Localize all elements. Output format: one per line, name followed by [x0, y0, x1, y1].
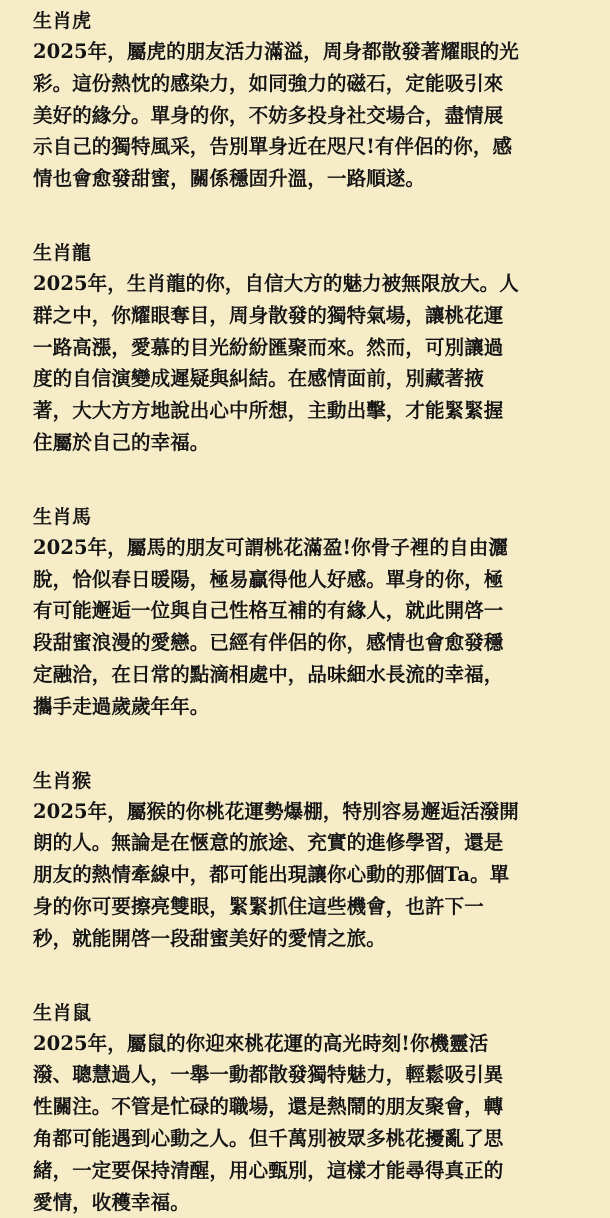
- paragraph-line: 緒，一定要保持清醒，用心甄別，這樣才能尋得真正的: [33, 1158, 504, 1182]
- paragraph-line: 2025年，生肖龍的你，自信大方的魅力被無限放大。人: [33, 271, 519, 295]
- section-dragon: [33, 238, 586, 459]
- paragraph-line: 脫，恰似春日暖陽，極易贏得他人好感。單身的你，極: [33, 567, 504, 591]
- paragraph-line: 2025年，屬猴的你桃花運勢爆棚，特別容易邂逅活潑開: [33, 799, 519, 823]
- section-title: 生肖鼠: [33, 1001, 92, 1024]
- section-title: 生肖馬: [33, 505, 92, 528]
- paragraph-line: 2025年，屬馬的朋友可謂桃花滿盈!你骨子裡的自由灑: [33, 535, 508, 559]
- section-paragraph: [33, 532, 586, 723]
- paragraph-line: 朋友的熱情牽線中，都可能出現讓你心動的那個Ta。單: [33, 863, 510, 887]
- section-spacer: [33, 955, 586, 998]
- paragraph-line: 著，大大方方地說出心中所想，主動出擊，才能緊緊握: [33, 399, 504, 423]
- paragraph-line: 2025年，屬虎的朋友活力滿溢，周身都散發著耀眼的光: [33, 40, 519, 63]
- paragraph-line: 段甜蜜浪漫的愛戀。已經有伴侶的你，感情也會愈發穩: [33, 631, 504, 655]
- paragraph-line: 定融洽，在日常的點滴相處中，品味細水長流的幸福，: [33, 662, 504, 686]
- paragraph-line: 度的自信演變成遲疑與糾結。在感情面前，別藏著掖: [33, 367, 484, 391]
- paragraph-line: 2025年，屬鼠的你迎來桃花運的高光時刻!你機靈活: [33, 1031, 489, 1055]
- section-paragraph: [33, 268, 586, 459]
- paragraph-line: 情也會愈發甜蜜，關係穩固升溫，一路順遂。: [33, 167, 426, 191]
- section-paragraph: [33, 1028, 586, 1218]
- section-spacer: [33, 723, 586, 766]
- section-monkey: [33, 766, 586, 955]
- section-title: 生肖猴: [33, 769, 92, 792]
- section-rat: [33, 998, 586, 1218]
- paragraph-line: 秒，就能開啓一段甜蜜美好的愛情之旅。: [33, 926, 386, 950]
- paragraph-line: 彩。這份熱忱的感染力，如同強力的磁石，定能吸引來: [33, 71, 504, 95]
- paragraph-line: 美好的緣分。單身的你，不妨多投身社交場合，盡情展: [33, 103, 504, 127]
- paragraph-line: 住屬於自己的幸福。: [33, 430, 210, 454]
- section-paragraph: [33, 796, 586, 955]
- paragraph-line: 攜手走過歲歲年年。: [33, 694, 210, 718]
- paragraph-line: 身的你可要擦亮雙眼，緊緊抓住這些機會，也許下一: [33, 894, 484, 918]
- section-horse: [33, 502, 586, 723]
- paragraph-line: 有可能邂逅一位與自己性格互補的有緣人，就此開啓一: [33, 599, 504, 623]
- paragraph-line: 朗的人。無論是在愜意的旅途、充實的進修學習，還是: [33, 831, 504, 855]
- paragraph-line: 一路高漲，愛慕的目光紛紛匯聚而來。然而，可別讓過: [33, 335, 504, 359]
- section-title: 生肖龍: [33, 241, 92, 264]
- paragraph-line: 群之中，你耀眼奪目，周身散發的獨特氣場，讓桃花運: [33, 303, 504, 327]
- section-paragraph: [33, 36, 586, 195]
- paragraph-line: 性關注。不管是忙碌的職場，還是熱鬧的朋友聚會，轉: [33, 1095, 504, 1119]
- section-spacer: [33, 459, 586, 502]
- section-tiger: [33, 6, 586, 195]
- paragraph-line: 愛情，收穫幸福。: [33, 1190, 190, 1214]
- section-spacer: [33, 195, 586, 238]
- paragraph-line: 角都可能遇到心動之人。但千萬別被眾多桃花擾亂了思: [33, 1126, 504, 1150]
- paragraph-line: 示自己的獨特風采，告別單身近在咫尺!有伴侶的你，感: [33, 135, 513, 159]
- paragraph-line: 潑、聰慧過人，一舉一動都散發獨特魅力，輕鬆吸引異: [33, 1063, 504, 1087]
- section-title: 生肖虎: [33, 10, 92, 32]
